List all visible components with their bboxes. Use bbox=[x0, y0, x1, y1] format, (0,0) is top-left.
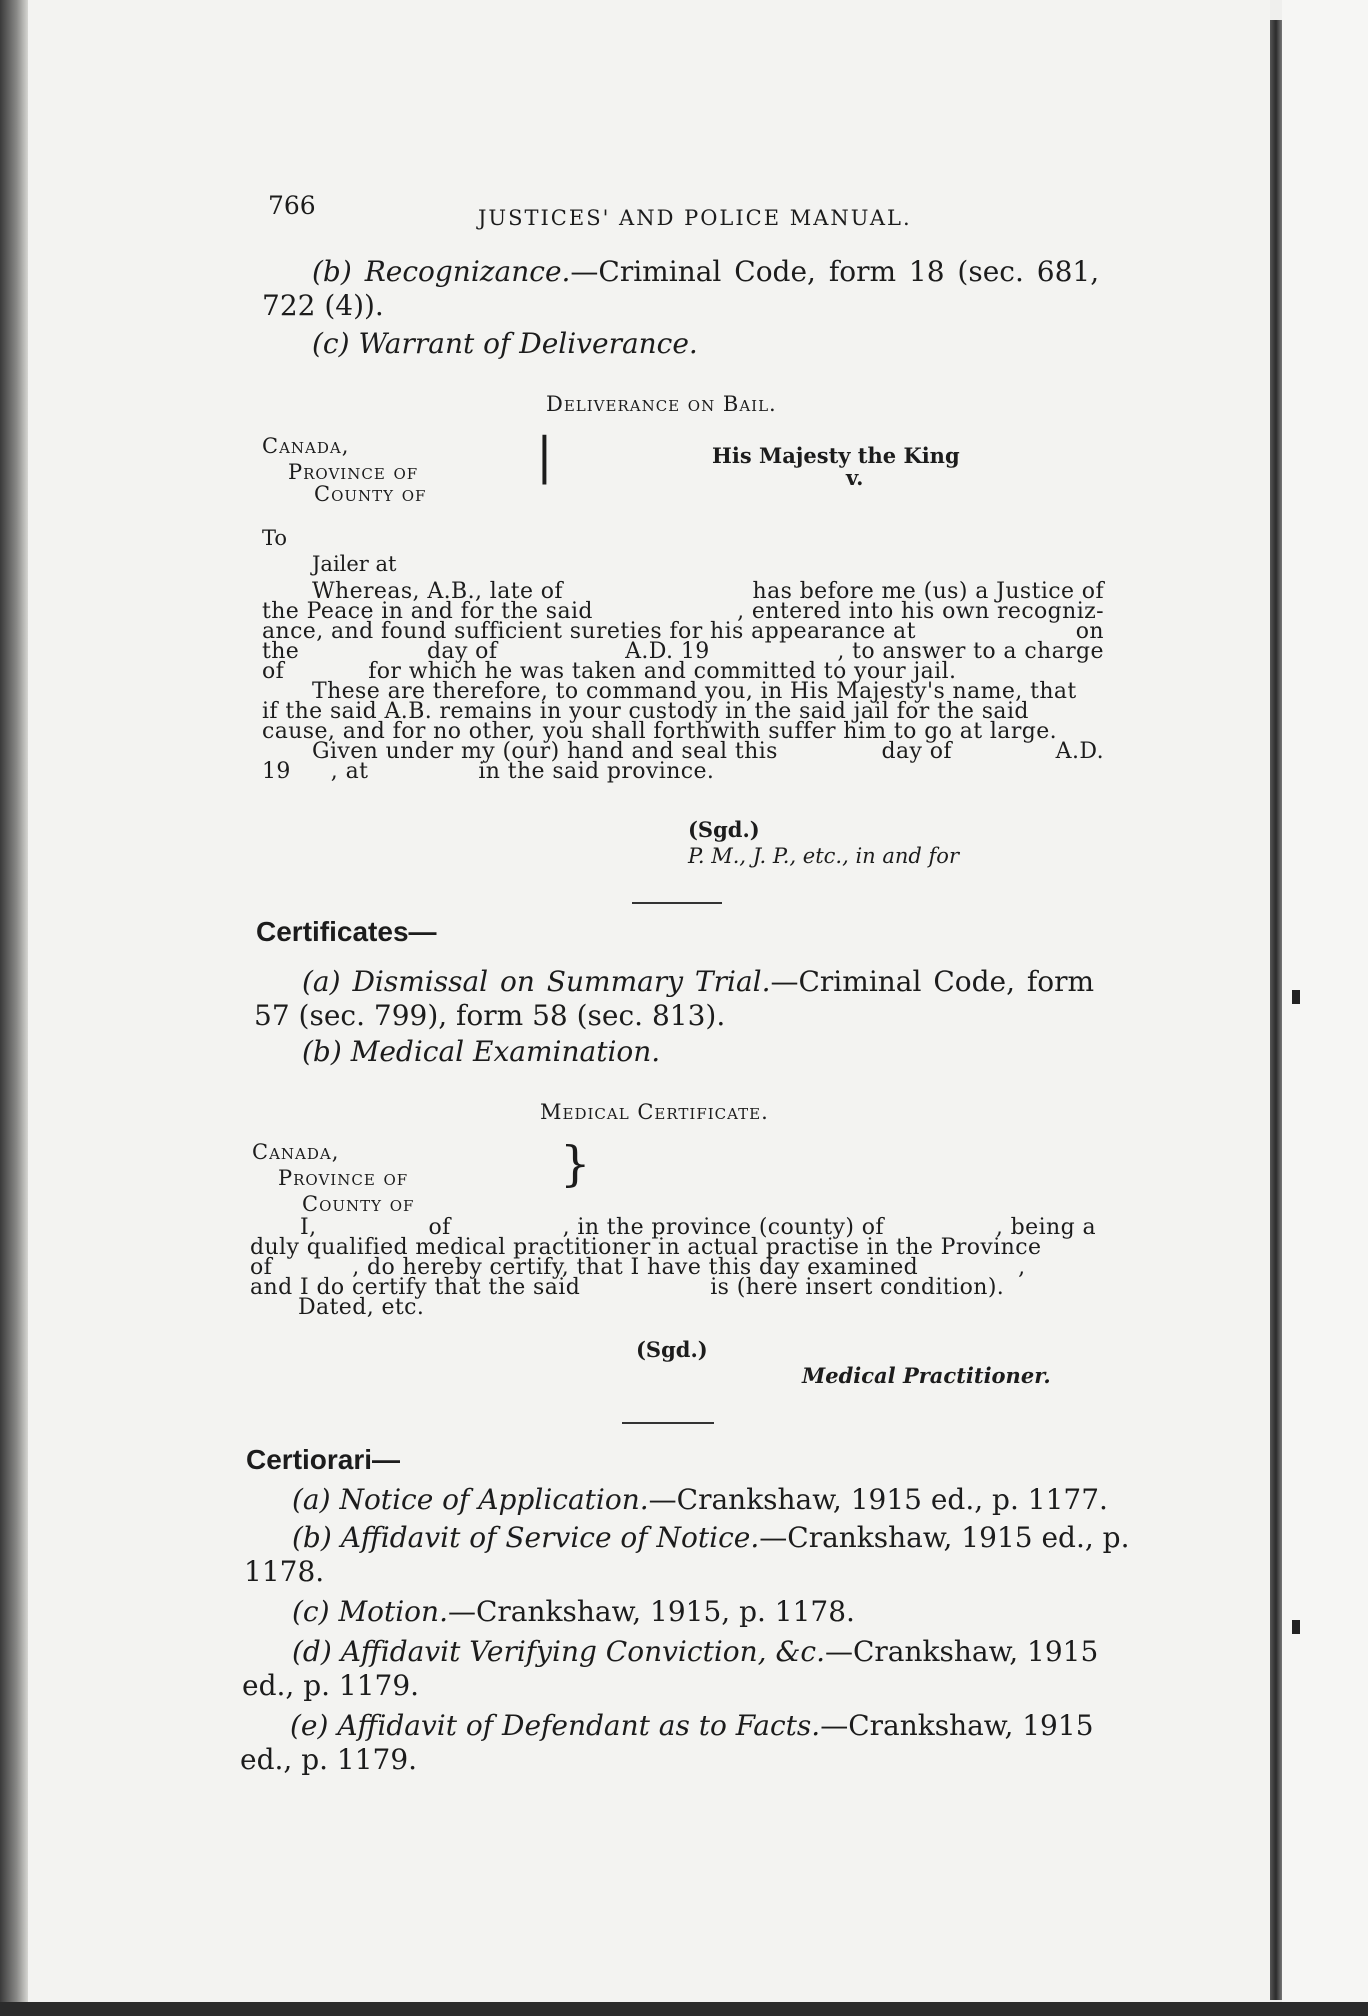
venue-brace: | bbox=[536, 427, 553, 485]
section-divider bbox=[622, 1422, 714, 1424]
venue-line: County of bbox=[302, 1192, 415, 1216]
item-label: (b) bbox=[312, 255, 352, 288]
venue-line: Province of bbox=[288, 460, 419, 484]
book-gutter bbox=[1270, 20, 1282, 2000]
item-title: Medical Examination. bbox=[350, 1035, 661, 1068]
item-continuation: 57 (sec. 799), form 58 (sec. 813). bbox=[254, 999, 726, 1032]
item-continuation: 722 (4)). bbox=[262, 289, 384, 322]
form-line: Whereas, A.B., late of has before me (us) a Justice of bbox=[312, 579, 1104, 604]
scan-bottom-edge bbox=[0, 2002, 1368, 2016]
venue-brace: } bbox=[560, 1136, 591, 1192]
recognizance-item bbox=[312, 255, 1100, 288]
section-heading: Certiorari— bbox=[246, 1444, 401, 1475]
form-line: if the said A.B. remains in your custody in the said jail for the said bbox=[262, 699, 1029, 724]
certificate-item bbox=[302, 1035, 661, 1068]
jailer-line: Jailer at bbox=[312, 552, 397, 576]
form-line: duly qualified medical practitioner in actual practise in the Province bbox=[250, 1235, 1042, 1260]
to-line: To bbox=[262, 526, 288, 550]
warrant-item bbox=[312, 327, 698, 360]
form-line: cause, and for no other, you shall forthwith suffer him to go at large. bbox=[262, 719, 1058, 744]
item-label: (c) bbox=[312, 327, 350, 360]
scan-left-edge bbox=[0, 0, 28, 2016]
form-line: 19 , at in the said province. bbox=[262, 759, 715, 784]
page-number: 766 bbox=[268, 191, 316, 220]
form-line: of , do hereby certify, that I have this day examined , bbox=[250, 1255, 1026, 1280]
signature-mark: (Sgd.) bbox=[688, 817, 760, 842]
form-title: Deliverance on Bail. bbox=[546, 392, 777, 416]
case-versus: v. bbox=[846, 465, 864, 490]
form-line: Given under my (our) hand and seal this day of A.D. bbox=[312, 739, 1104, 764]
item-label: (a) bbox=[302, 965, 341, 998]
venue-line: County of bbox=[314, 482, 427, 506]
item-label: (b) bbox=[302, 1035, 342, 1068]
certiorari-item: (b) Affidavit of Service of Notice.—Crankshaw, 1915 ed., p. bbox=[292, 1521, 1130, 1554]
item-title: Recognizance. bbox=[364, 255, 571, 288]
item-continuation: ed., p. 1179. bbox=[240, 1743, 418, 1776]
certiorari-item: (a) Notice of Application.—Crankshaw, 1915 ed., p. 1177. bbox=[292, 1483, 1108, 1516]
item-continuation: ed., p. 1179. bbox=[242, 1669, 420, 1702]
signatory-line: P. M., J. P., etc., in and for bbox=[688, 844, 959, 868]
medical-form-body bbox=[250, 1215, 1096, 1320]
form-line: and I do certify that the said is (here insert condition). bbox=[250, 1275, 1005, 1300]
certiorari-item: (e) Affidavit of Defendant as to Facts.—Crankshaw, 1915 bbox=[290, 1709, 1094, 1742]
item-continuation: 1178. bbox=[244, 1555, 325, 1588]
form-line: These are therefore, to command you, in His Majesty's name, that bbox=[312, 679, 1077, 704]
item-title: Dismissal on Summary Trial. bbox=[352, 965, 771, 998]
venue-line: Province of bbox=[278, 1166, 409, 1190]
running-title: JUSTICES' AND POLICE MANUAL. bbox=[478, 206, 912, 230]
item-title: Warrant of Deliverance. bbox=[358, 327, 698, 360]
signatory-line: Medical Practitioner. bbox=[802, 1363, 1051, 1388]
form-line: Dated, etc. bbox=[298, 1295, 425, 1320]
section-divider bbox=[632, 902, 722, 904]
form-line: of for which he was taken and committed to your jail. bbox=[262, 659, 957, 684]
item-text: —Criminal Code, form bbox=[770, 965, 1095, 998]
venue-line: Canada, bbox=[252, 1140, 340, 1164]
case-style: His Majesty the King bbox=[712, 443, 960, 468]
form-line: the Peace in and for the said , entered into his own recogniz- bbox=[262, 599, 1104, 624]
scan-mark bbox=[1292, 1620, 1300, 1634]
form-line: I, of , in the province (county) of , being a bbox=[300, 1215, 1096, 1240]
form-title: Medical Certificate. bbox=[540, 1100, 769, 1124]
signature-mark: (Sgd.) bbox=[636, 1337, 708, 1362]
bail-form-body bbox=[262, 579, 1104, 784]
form-line: the day of A.D. 19 , to answer to a charge bbox=[262, 639, 1104, 664]
certiorari-item: (c) Motion.—Crankshaw, 1915, p. 1178. bbox=[292, 1595, 855, 1628]
scan-mark bbox=[1292, 990, 1300, 1004]
section-heading: Certificates— bbox=[256, 916, 437, 947]
form-line: ance, and found sufficient sureties for his appearance at on bbox=[262, 619, 1104, 644]
venue-line: Canada, bbox=[262, 434, 350, 458]
certiorari-item: (d) Affidavit Verifying Conviction, &c.—Crankshaw, 1915 bbox=[292, 1635, 1099, 1668]
item-text: —Criminal Code, form 18 (sec. 681, bbox=[570, 255, 1100, 288]
certificate-item bbox=[302, 965, 1095, 998]
